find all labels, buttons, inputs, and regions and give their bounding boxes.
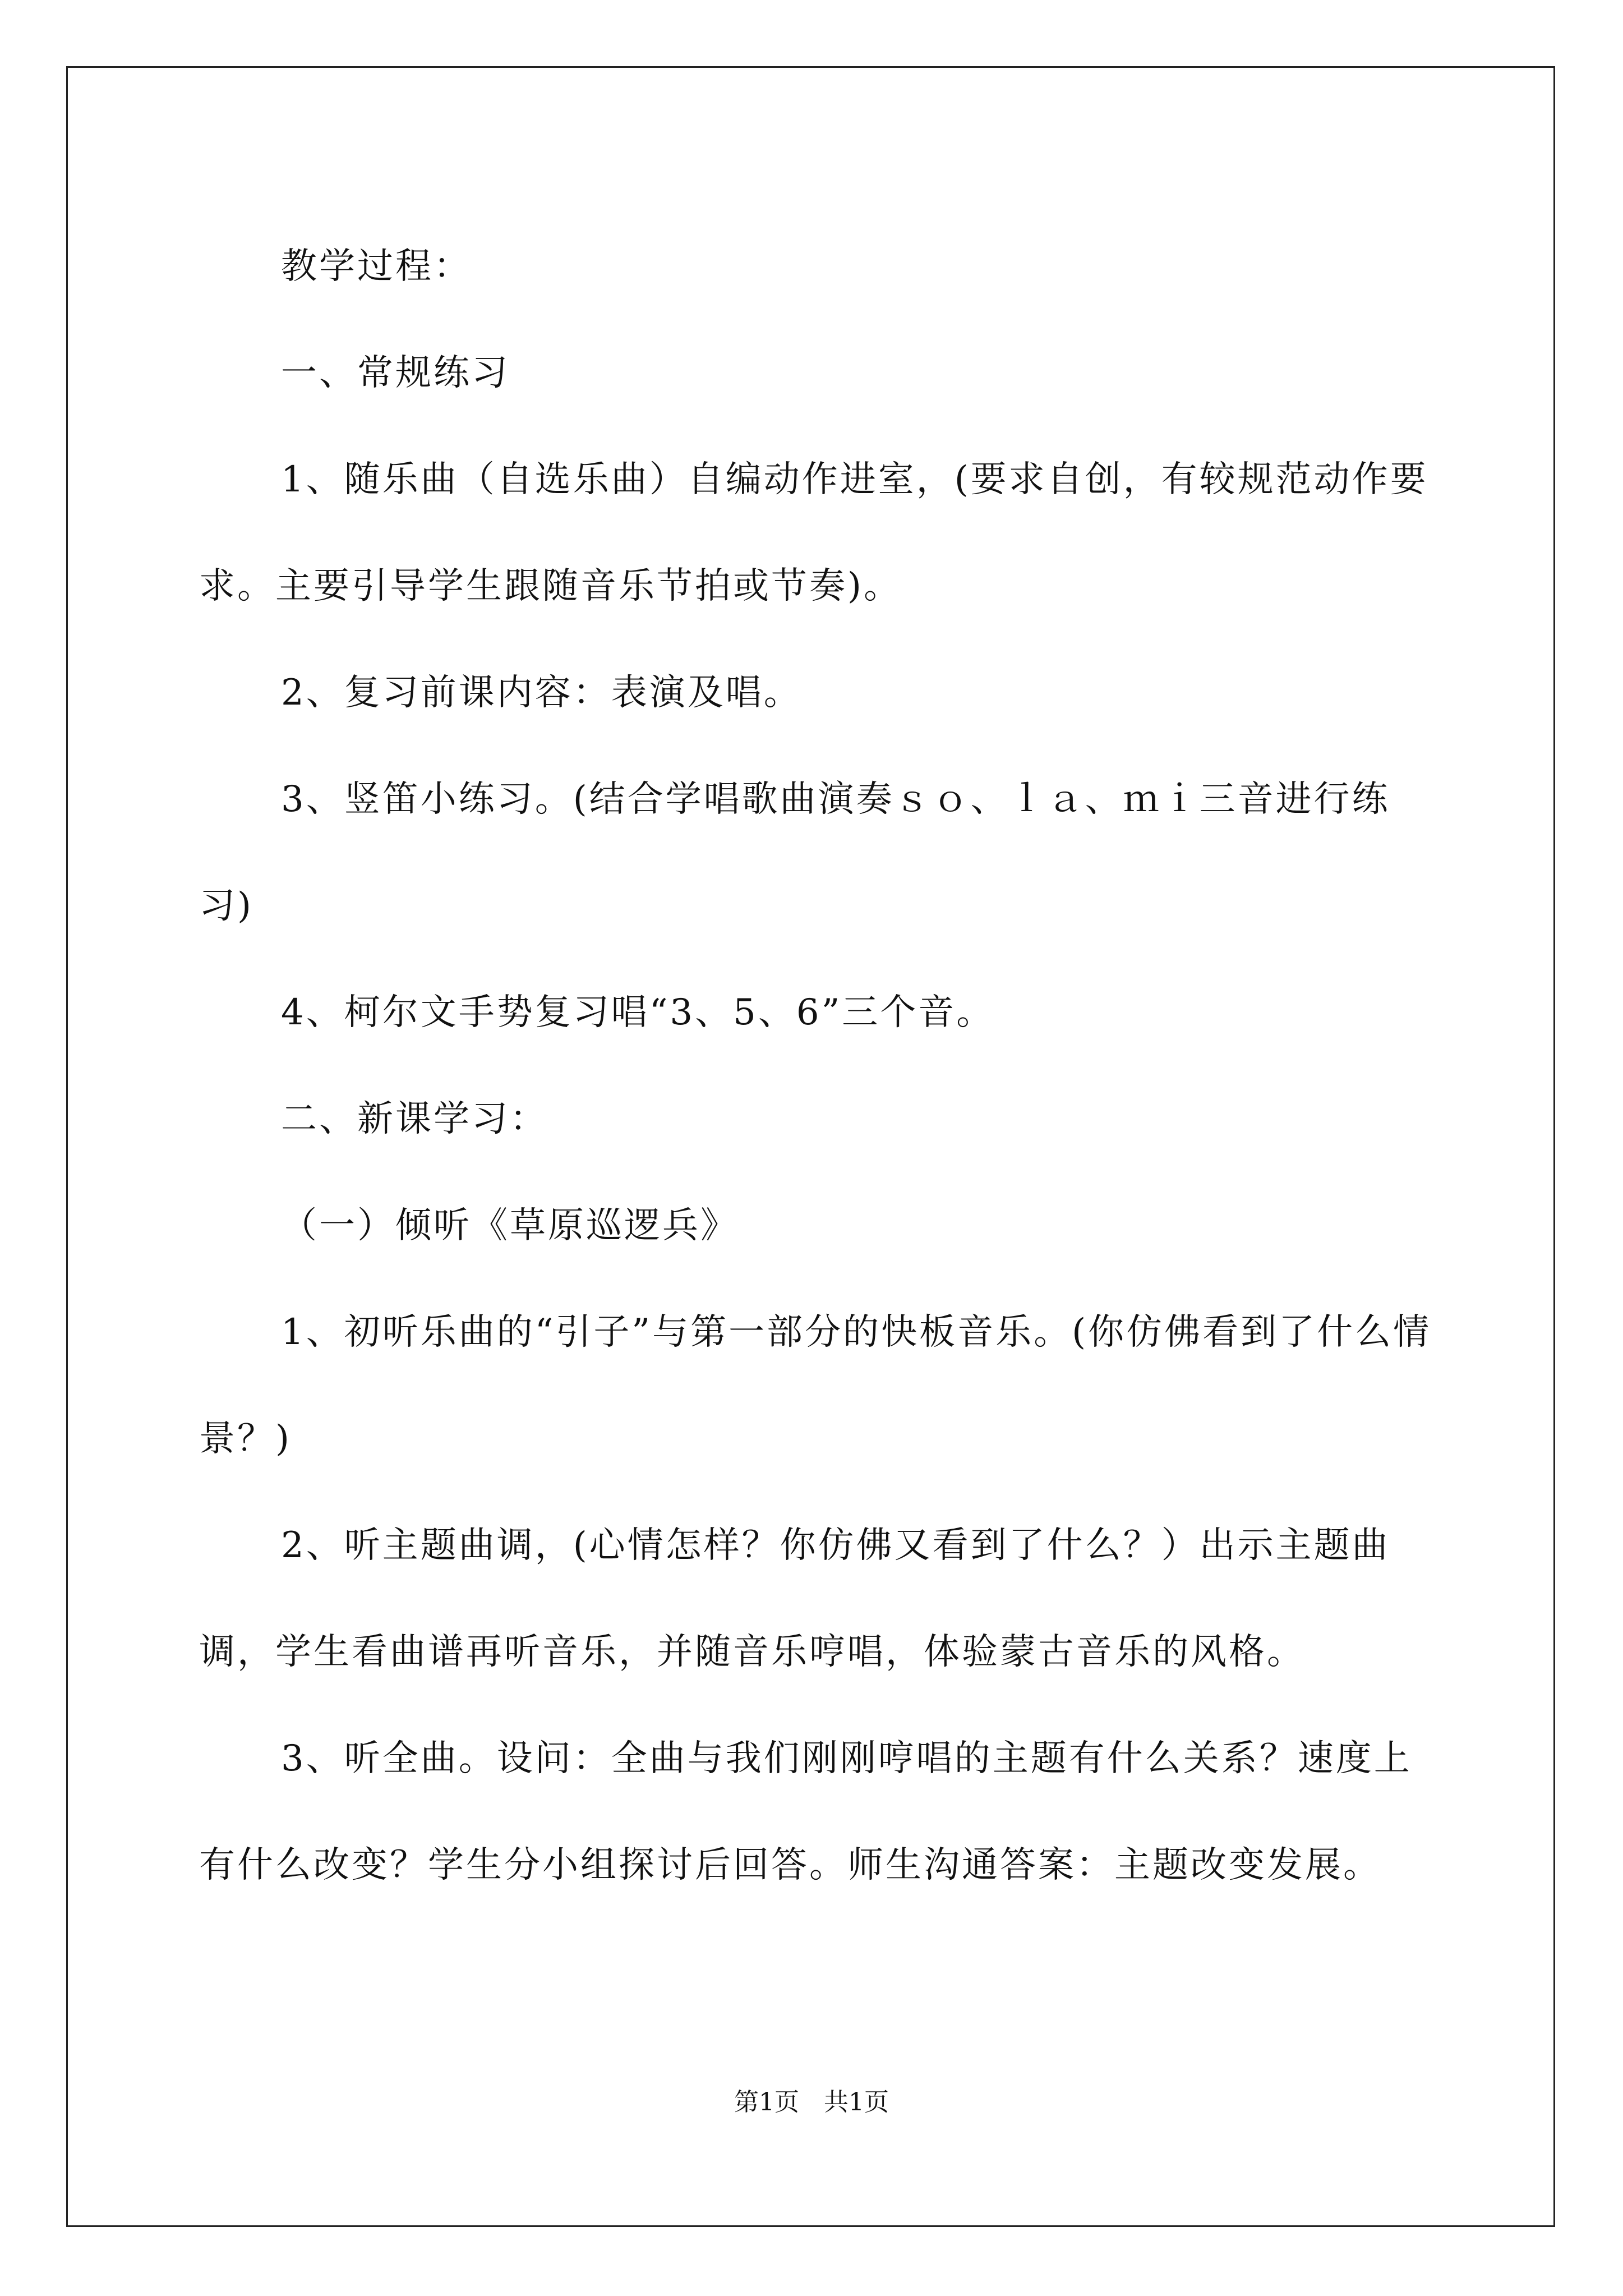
paragraph-item-4: 4、柯尔文手势复习唱“3、5、6”三个音。 bbox=[281, 992, 995, 1033]
section-heading-new-lesson: 二、新课学习： bbox=[281, 1098, 548, 1140]
page-footer: 第1页 共1页 bbox=[734, 2088, 889, 2116]
section-heading-routine-practice: 一、常规练习 bbox=[281, 352, 510, 394]
document-body bbox=[199, 213, 1444, 1918]
paragraph-item-2: 2、复习前课内容：表演及唱。 bbox=[281, 672, 802, 714]
heading-teaching-process: 教学过程： bbox=[281, 246, 472, 287]
paragraph-item-1: 1、随乐曲（自选乐曲）自编动作进室，(要求自创，有较规范动作要求。主要引导学生跟随音乐节拍或节奏)。 bbox=[199, 459, 1428, 607]
paragraph-listen-3: 3、听全曲。设问：全曲与我们刚刚哼唱的主题有什么关系？速度上有什么改变？学生分小组探讨后回答。师生沟通答案：主题改变发展。 bbox=[199, 1738, 1412, 1886]
paragraph-item-3: 3、竖笛小练习。(结合学唱歌曲演奏ｓｏ、ｌａ、ｍｉ三音进行练习) bbox=[199, 779, 1390, 927]
subsection-heading-listening: （一）倾听《草原巡逻兵》 bbox=[281, 1205, 739, 1246]
paragraph-listen-2: 2、听主题曲调，(心情怎样？你仿佛又看到了什么？）出示主题曲调，学生看曲谱再听音乐，并随音乐哼唱，体验蒙古音乐的风格。 bbox=[199, 1525, 1390, 1673]
paragraph-listen-1: 1、初听乐曲的“引子”与第一部分的快板音乐。(你仿佛看到了什么情景？) bbox=[199, 1312, 1432, 1460]
